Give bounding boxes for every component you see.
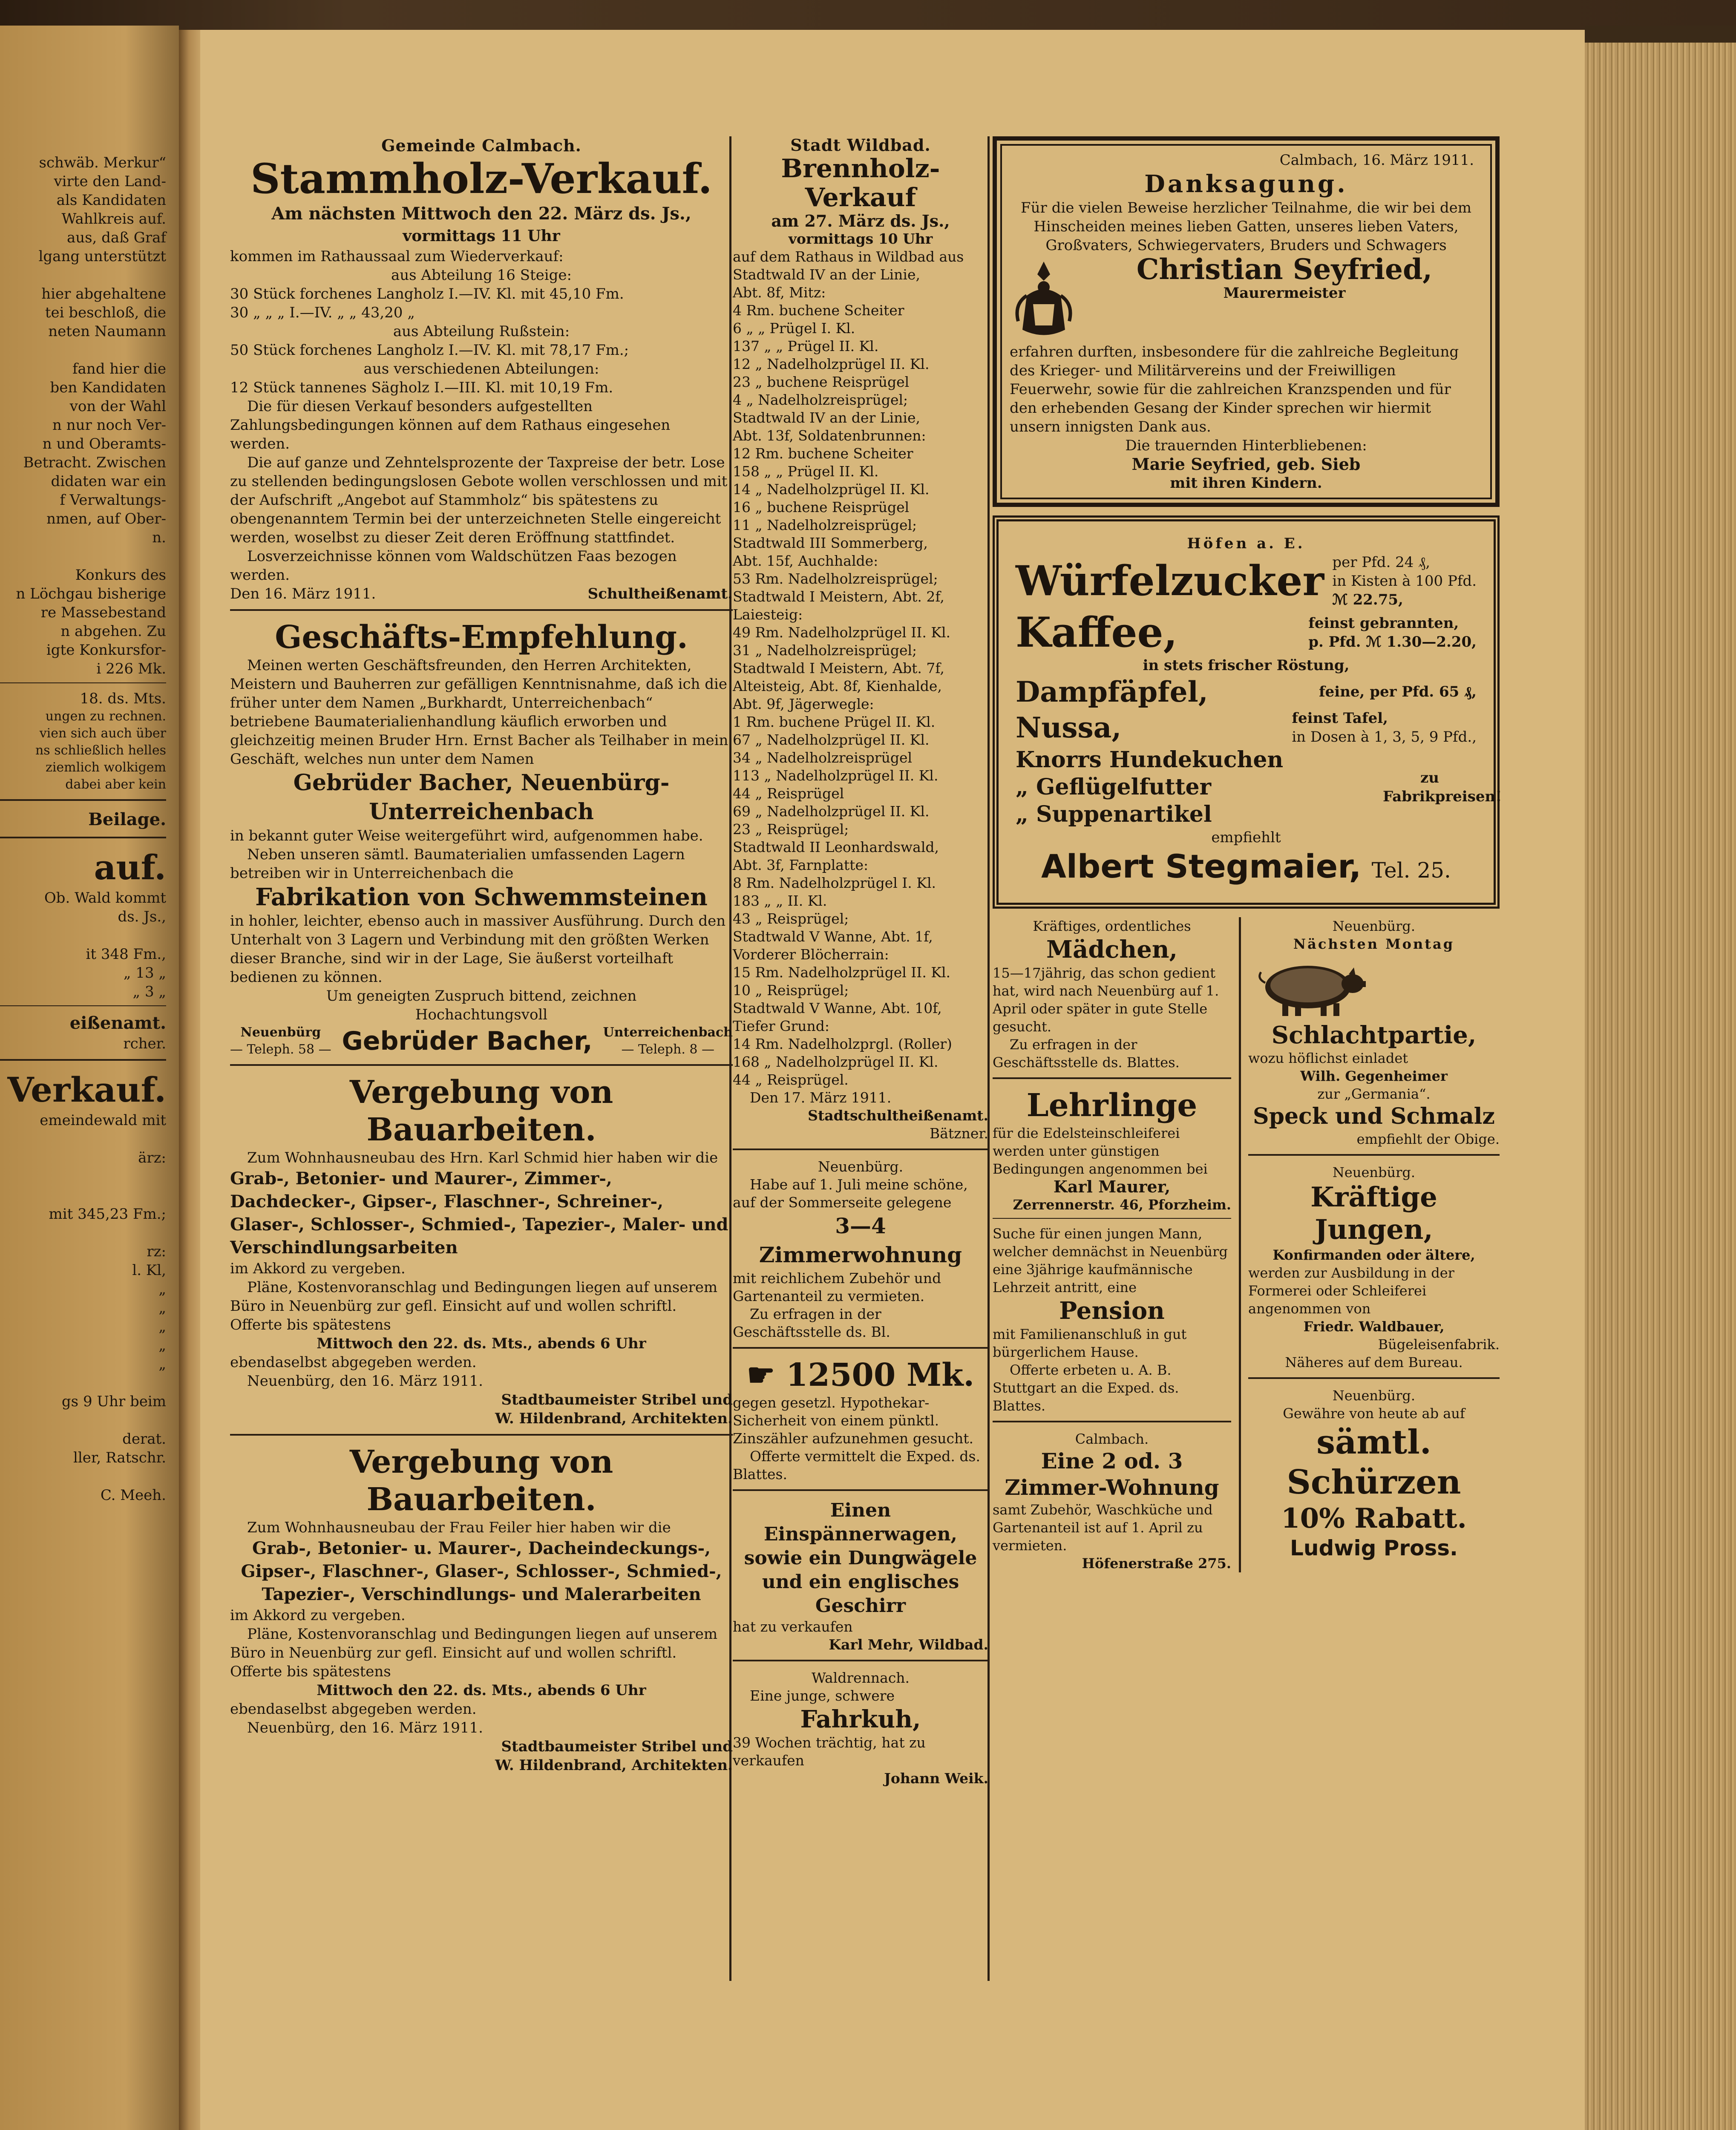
zimmer-title: 3—4 Zimmerwohnung bbox=[759, 1213, 962, 1267]
geschaeft-title: Geschäfts-Empfehlung. bbox=[275, 619, 688, 656]
ad-geld bbox=[733, 1356, 988, 1483]
dank-sign: Marie Seyfried, geb. Sieb bbox=[1131, 455, 1361, 474]
vergabe1-para1: Pläne, Kostenvoranschlag und Bedingungen liegen auf unserem Büro in Neuenbürg zur gefl. Einsicht auf und wollen schriftl. Offerte bis spätestens bbox=[230, 1279, 718, 1333]
brennholz-lot-line: Alteisteig, Abt. 8f, Kienhalde, bbox=[733, 678, 942, 694]
schlacht-title: Schlachtpartie, bbox=[1271, 1021, 1477, 1049]
kuh-para1: Eine junge, schwere bbox=[750, 1687, 895, 1704]
brennholz-lot-line: 14 Rm. Nadelholzprgl. (Roller) bbox=[733, 1036, 952, 1052]
vergabe1-dateline: Neuenbürg, den 16. März 1911. bbox=[247, 1373, 483, 1390]
left-fragment-verkauf: Verkauf. bbox=[7, 1070, 166, 1110]
left-fragment-line: emeindewald mit bbox=[40, 1112, 166, 1129]
stammholz-intro: kommen im Rathaussaal zum Wiederverkauf: bbox=[230, 248, 564, 265]
schuerzen-discount: 10% Rabatt. bbox=[1281, 1503, 1467, 1534]
stegmaier-recommend: empfiehlt bbox=[1211, 829, 1281, 846]
left-fragment-line: dabei aber kein bbox=[65, 777, 166, 792]
left-fragment-line bbox=[0, 341, 166, 360]
schlacht-item: Speck und Schmalz bbox=[1253, 1103, 1495, 1129]
lehrlinge-title: Lehrlinge bbox=[1026, 1087, 1198, 1124]
dank-sign2: mit ihren Kindern. bbox=[1170, 475, 1322, 492]
vergabe1-works: Grab-, Betonier- und Maurer-, Zimmer-, Dachdecker-, Gipser-, Flaschner-, Schreiner-, Glaser-, Schlosser-, Schmied-, Tapezier-, Maler- und Verschindlungsarbeiten bbox=[230, 1169, 728, 1258]
brennholz-lot-line: Abt. 15f, Auchhalde: bbox=[733, 553, 878, 569]
pension-title: Pension bbox=[1059, 1297, 1165, 1325]
ad-jungen bbox=[1248, 1163, 1500, 1371]
brennholz-lot-line: 16 „ buchene Reisprügel bbox=[733, 499, 910, 515]
geschaeft-para4: in hohler, leichter, ebenso auch in massiver Ausführung. Durch den Unterhalt von 3 Lagern und Verbindung mit den größten Werken dieser Branche, sind wir in der Lage, Sie äußerst vorteilhaft bedienen zu können. bbox=[230, 912, 726, 986]
geschaeft-firm: Gebrüder Bacher, Neuenbürg-Unterreichenbach bbox=[293, 770, 670, 825]
geld-amount: 12500 Mk. bbox=[786, 1357, 975, 1393]
left-fragment-amt: eißenamt. bbox=[69, 1013, 166, 1033]
ad-wagen bbox=[733, 1499, 988, 1654]
kuh-para2: 39 Wochen trächtig, hat zu verkaufen bbox=[733, 1734, 926, 1769]
brennholz-lot-line: 12 Rm. buchene Scheiter bbox=[733, 445, 913, 462]
stammholz-date: Am nächsten Mittwoch den 22. März ds. Js., bbox=[271, 204, 691, 224]
ad-geschaeft bbox=[230, 619, 733, 1058]
left-fragment-line: n nur noch Ver- bbox=[52, 417, 166, 434]
stammholz-dept1: aus Abteilung 16 Steige: bbox=[391, 267, 572, 284]
kuh-title: Fahrkuh, bbox=[800, 1705, 921, 1733]
kuh-kicker: Waldrennach. bbox=[811, 1669, 910, 1686]
left-fragment-line bbox=[0, 1223, 166, 1242]
vergabe2-para1: Pläne, Kostenvoranschlag und Bedingungen liegen auf unserem Büro in Neuenbürg zur gefl. Einsicht auf und wollen schriftl. Offerte bis spätestens bbox=[230, 1626, 718, 1680]
stammholz-para1: Die für diesen Verkauf besonders aufgestellten Zahlungsbedingungen können auf dem Rathaus eingesehen werden. bbox=[230, 398, 671, 452]
jungen-sign: Friedr. Waldbauer, bbox=[1303, 1318, 1445, 1335]
vergabe2-dateline: Neuenbürg, den 16. März 1911. bbox=[247, 1719, 483, 1736]
ad-stegmaier bbox=[993, 515, 1500, 909]
dank-dateline: Calmbach, 16. März 1911. bbox=[1279, 152, 1474, 169]
jungen-para1: werden zur Ausbildung in der Formerei oder Schleiferei angenommen von bbox=[1248, 1265, 1454, 1317]
brennholz-sign: Stadtschultheißenamt. bbox=[808, 1107, 988, 1124]
column-3-inner-rule bbox=[1239, 917, 1241, 1572]
ad-zimmerwohnung bbox=[733, 1158, 988, 1341]
geschaeft-regards: Hochachtungsvoll bbox=[415, 1006, 548, 1023]
left-fragment-line: rz: bbox=[147, 1243, 166, 1260]
lehrlinge-name: Karl Maurer, bbox=[1053, 1177, 1171, 1196]
brennholz-lot-line: 137 „ „ Prügel II. Kl. bbox=[733, 338, 879, 354]
brennholz-lot-line: 23 „ buchene Reisprügel bbox=[733, 374, 910, 390]
lehrlinge-para1: für die Edelsteinschleiferei werden unter günstigen Bedingungen angenommen bei bbox=[993, 1125, 1208, 1177]
ad-lehrlinge bbox=[993, 1087, 1231, 1214]
brennholz-intro: auf dem Rathaus in Wildbad aus bbox=[733, 248, 964, 265]
brennholz-lot-line: 31 „ Nadelholzreisprügel; bbox=[733, 642, 917, 659]
left-fragment-line: virte den Land- bbox=[54, 173, 166, 190]
brennholz-lot-line: Stadtwald IV an der Linie, bbox=[733, 266, 921, 283]
vergabe2-sign1: Stadtbaumeister Stribel und bbox=[501, 1738, 733, 1755]
zimmer-para3: Zu erfragen in der Geschäftsstelle ds. Bl. bbox=[733, 1306, 890, 1340]
left-fragment-line bbox=[0, 926, 166, 945]
stegmaier-item2: Kaffee, bbox=[1016, 608, 1178, 656]
wohnung-para1: samt Zubehör, Waschküche und Gartenanteil ist auf 1. April zu vermieten. bbox=[993, 1502, 1213, 1554]
left-fragment-line: ben Kandidaten bbox=[50, 379, 166, 396]
ad-brennholz bbox=[733, 136, 988, 1143]
vergabe1-deadline: Mittwoch den 22. ds. Mts., abends 6 Uhr bbox=[317, 1335, 646, 1352]
stegmaier-item4: Nussa, bbox=[1016, 711, 1122, 744]
geschaeft-para3: Neben unseren sämtl. Baumaterialien umfassenden Lagern betreiben wir in Unterreichenbach die bbox=[230, 846, 685, 882]
brennholz-lot-line: 10 „ Reisprügel; bbox=[733, 982, 849, 999]
ad-schlachtpartie bbox=[1248, 917, 1500, 1148]
left-fragment-lines-a bbox=[0, 153, 166, 678]
stammholz-time: vormittags 11 Uhr bbox=[403, 227, 560, 245]
stammholz-line4: 12 Stück tannenes Sägholz I.—III. Kl. mit 10,19 Fm. bbox=[230, 379, 613, 396]
brennholz-lot-line: 113 „ Nadelholzprügel II. Kl. bbox=[733, 767, 939, 784]
left-fragment-line bbox=[0, 266, 166, 285]
ad-stammholz bbox=[230, 136, 733, 603]
left-fragment-line: i 226 Mk. bbox=[96, 660, 166, 677]
left-fragment-line: n abgehen. Zu bbox=[60, 623, 166, 640]
left-page-fragment bbox=[0, 153, 170, 1505]
column-3-lower-left bbox=[993, 917, 1231, 1572]
left-fragment-lines-c bbox=[0, 889, 166, 1001]
geschaeft-fabrik: Fabrikation von Schwemmsteinen bbox=[255, 883, 708, 911]
brennholz-lot-line: 4 „ Nadelholzreisprügel; bbox=[733, 391, 908, 408]
left-fragment-line: „ 13 „ bbox=[123, 964, 166, 982]
jungen-sub: Konfirmanden oder ältere, bbox=[1272, 1247, 1475, 1263]
left-fragment-line bbox=[0, 1130, 166, 1148]
left-fragment-line: gs 9 Uhr beim bbox=[61, 1393, 166, 1410]
wagen-title: Einen Einspännerwagen, sowie ein Dungwägele und ein englisches Geschirr bbox=[744, 1500, 977, 1617]
left-fragment-line: C. Meeh. bbox=[100, 1487, 166, 1504]
schlacht-para1: wozu höflichst einladet bbox=[1248, 1050, 1408, 1066]
left-fragment-date: 18. ds. Mts. bbox=[80, 690, 166, 707]
dank-title: Danksagung. bbox=[1144, 170, 1348, 198]
left-fragment-line: igte Konkursfor- bbox=[46, 642, 166, 659]
ad-danksagung bbox=[993, 136, 1500, 507]
brennholz-lot-line: 4 Rm. buchene Scheiter bbox=[733, 302, 904, 319]
stegmaier-item2-prices: feinst gebrannten, p. Pfd. ℳ 1.30—2.20, bbox=[1308, 615, 1477, 651]
brennholz-lot-line: 34 „ Nadelholzreisprügel bbox=[733, 749, 913, 766]
brennholz-lot-line: 11 „ Nadelholzreisprügel; bbox=[733, 517, 917, 533]
left-fragment-line: ds. Js., bbox=[118, 908, 166, 925]
brennholz-dateline: Den 17. März 1911. bbox=[750, 1089, 892, 1106]
schlacht-sub: Nächsten Montag bbox=[1293, 936, 1455, 952]
vergabe2-works: Grab-, Betonier- u. Maurer-, Dacheindeckungs-, Gipser-, Flaschner-, Glaser-, Schlosser-, Schmied-, Tapezier-, Verschindlungs- und Malerarbeiten bbox=[241, 1538, 722, 1604]
wohnung-kicker: Calmbach. bbox=[1075, 1431, 1149, 1447]
left-fragment-line: mit 345,23 Fm.; bbox=[49, 1206, 166, 1223]
column-3 bbox=[993, 136, 1500, 1572]
brennholz-lot-line: Stadtwald V Wanne, Abt. 10f, bbox=[733, 1000, 942, 1016]
zimmer-kicker: Neuenbürg. bbox=[818, 1158, 904, 1175]
stammholz-title: Stammholz-Verkauf. bbox=[250, 155, 712, 203]
geschaeft-para2: in bekannt guter Weise weitergeführt wird, aufgenommen habe. bbox=[230, 827, 703, 844]
pension-para1: Suche für einen jungen Mann, welcher demnächst in Neuenbürg eine 3jährige kaufmännische Lehrzeit antritt, eine bbox=[993, 1226, 1228, 1295]
maedchen-para1: 15—17jährig, das schon gedient hat, wird nach Neuenbürg auf 1. April oder später in gute Stelle gesucht. bbox=[993, 965, 1219, 1035]
vergabe1-sign1: Stadtbaumeister Stribel und bbox=[501, 1391, 733, 1408]
column-3-lower-right bbox=[1248, 917, 1500, 1572]
geschaeft-right-contact: Unterreichenbach — Teleph. 8 — bbox=[603, 1025, 733, 1057]
schlacht-sign: Wilh. Gegenheimer bbox=[1300, 1068, 1448, 1084]
pension-para3: Offerte erbeten u. A. B. Stuttgart an die Exped. ds. Blattes. bbox=[993, 1362, 1179, 1414]
left-fragment-line: neten Naumann bbox=[48, 323, 166, 340]
left-fragment-cher: rcher. bbox=[123, 1035, 166, 1052]
brennholz-lot-line: 53 Rm. Nadelholzreisprügel; bbox=[733, 570, 938, 587]
ad-vergabe-1 bbox=[230, 1074, 733, 1428]
brennholz-lot-line: 14 „ Nadelholzprügel II. Kl. bbox=[733, 481, 930, 498]
left-fragment-line bbox=[0, 1186, 166, 1205]
left-fragment-line: Konkurs des bbox=[75, 567, 166, 584]
stammholz-sign: Schultheißenamt. bbox=[587, 585, 733, 602]
left-fragment-line: „ bbox=[158, 1356, 166, 1373]
stegmaier-place: Höfen a. E. bbox=[1187, 535, 1305, 552]
left-fragment-beilage: Beilage. bbox=[88, 809, 166, 829]
left-fragment-line: tei beschloß, die bbox=[45, 304, 166, 321]
wohnung-title: Eine 2 od. 3 Zimmer-Wohnung bbox=[1005, 1448, 1219, 1500]
memorial-emblem-icon bbox=[1010, 257, 1078, 343]
wagen-sign: Karl Mehr, Wildbad. bbox=[829, 1636, 988, 1653]
dank-para3: Die trauernden Hinterbliebenen: bbox=[1125, 437, 1367, 454]
stammholz-dept3: aus verschiedenen Abteilungen: bbox=[363, 360, 599, 377]
stammholz-para2: Die auf ganze und Zehntelsprozente der Taxpreise der betr. Lose zu stellenden bedingungslosen Gebote wollen verschlossen und mit der Aufschrift „Angebot auf Stammholz“ bis spätestens zu obengenanntem Termin bei der unterzeichneten Stelle eingereicht werden, woselbst zu dieser Zeit deren Eröffnung stattfindet. bbox=[230, 454, 728, 546]
brennholz-lot-line: Stadtwald I Meistern, Abt. 7f, bbox=[733, 660, 944, 676]
schlacht-para2: empfiehlt der Obige. bbox=[1356, 1131, 1500, 1147]
brennholz-lot-line: 8 Rm. Nadelholzprügel I. Kl. bbox=[733, 875, 936, 891]
brennholz-lot-line: 12 „ Nadelholzprügel II. Kl. bbox=[733, 356, 930, 372]
jungen-para2: Näheres auf dem Bureau. bbox=[1285, 1354, 1463, 1370]
brennholz-lot-line: 15 Rm. Nadelholzprügel II. Kl. bbox=[733, 964, 951, 981]
left-fragment-line: „ 3 „ bbox=[132, 983, 166, 1000]
maedchen-kicker: Kräftiges, ordentliches bbox=[1033, 918, 1191, 934]
left-fragment-line: derat. bbox=[122, 1431, 166, 1448]
left-fragment-line: „ bbox=[158, 1337, 166, 1354]
geschaeft-left-contact: Neuenbürg — Teleph. 58 — bbox=[230, 1025, 331, 1057]
stammholz-dateline: Den 16. März 1911. bbox=[230, 585, 376, 602]
ad-maedchen bbox=[993, 917, 1231, 1071]
left-fragment-line: l. Kl, bbox=[132, 1262, 166, 1279]
schuerzen-para1: Gewähre von heute ab auf bbox=[1283, 1405, 1465, 1422]
left-fragment-line: n. bbox=[152, 529, 166, 546]
left-fragment-line: von der Wahl bbox=[69, 398, 166, 415]
left-fragment-lines-b bbox=[0, 708, 166, 793]
ad-fahrkuh bbox=[733, 1669, 988, 1787]
left-fragment-line: Ob. Wald kommt bbox=[44, 889, 166, 907]
brennholz-lot-line: Abt. 8f, Mitz: bbox=[733, 284, 826, 301]
brennholz-lot-line: 69 „ Nadelholzprügel II. Kl. bbox=[733, 803, 930, 820]
stegmaier-item-note: zu Fabrikpreisen! bbox=[1383, 769, 1502, 805]
schlacht-kicker: Neuenbürg. bbox=[1332, 918, 1416, 934]
kuh-sign: Johann Weik. bbox=[884, 1770, 988, 1787]
geschaeft-para1: Meinen werten Geschäftsfreunden, den Herren Architekten, Meistern und Bauherren zur gefälligen Kenntnisnahme, daß ich die früher unter dem Namen „Burkhardt, Unterreichenbach“ betriebene Baumaterialienhandlung käuflich erworben und gleichzeitig meinen Bruder Hrn. Ernst Bacher als Teilhaber in mein Geschäft, welches nun unter dem Namen bbox=[230, 657, 728, 768]
stammholz-para3: Losverzeichnisse können vom Waldschützen Faas bezogen werden. bbox=[230, 548, 677, 584]
left-fragment-line: „ bbox=[158, 1318, 166, 1335]
left-fragment-line: „ bbox=[158, 1299, 166, 1316]
brennholz-lot-line: 44 „ Reisprügel. bbox=[733, 1071, 849, 1088]
stammholz-kicker: Gemeinde Calmbach. bbox=[381, 136, 582, 155]
lehrlinge-addr: Zerrennerstr. 46, Pforzheim. bbox=[1013, 1197, 1231, 1213]
vergabe1-title: Vergebung von Bauarbeiten. bbox=[349, 1074, 613, 1148]
pig-icon bbox=[1248, 953, 1367, 1021]
vergabe1-para2: ebendaselbst abgegeben werden. bbox=[230, 1354, 477, 1371]
left-fragment-line bbox=[0, 547, 166, 566]
brennholz-date: am 27. März ds. Js., bbox=[771, 211, 950, 230]
vergabe2-para2: ebendaselbst abgegeben werden. bbox=[230, 1701, 477, 1718]
vergabe2-deadline: Mittwoch den 22. ds. Mts., abends 6 Uhr bbox=[317, 1682, 646, 1699]
schuerzen-kicker: Neuenbürg. bbox=[1332, 1387, 1416, 1404]
brennholz-lot-line: Stadtwald II Leonhardswald, bbox=[733, 839, 939, 855]
geld-para1: gegen gesetzl. Hypothekar-Sicherheit von einem pünktl. Zinszähler aufzunehmen gesucht. bbox=[733, 1394, 974, 1447]
left-fragment-line: lgang unterstützt bbox=[38, 248, 166, 265]
brennholz-kicker: Stadt Wildbad. bbox=[790, 135, 931, 155]
stegmaier-item1-prices: per Pfd. 24 ₰, in Kisten à 100 Pfd. ℳ 22.75, bbox=[1332, 554, 1477, 608]
left-fragment-line: „ bbox=[158, 1281, 166, 1298]
brennholz-lot-line: 168 „ Nadelholzprügel II. Kl. bbox=[733, 1053, 939, 1070]
brennholz-lot-line: Laiesteig: bbox=[733, 606, 803, 623]
left-fragment-line: als Kandidaten bbox=[56, 192, 166, 209]
wagen-para1: hat zu verkaufen bbox=[733, 1618, 853, 1635]
left-fragment-line: re Massebestand bbox=[40, 604, 166, 621]
left-fragment-line: it 348 Fm., bbox=[86, 946, 166, 963]
stegmaier-item3-price: feine, per Pfd. 65 ₰, bbox=[1319, 683, 1477, 700]
jungen-title: Kräftige Jungen, bbox=[1310, 1181, 1437, 1246]
dank-trade: Maurermeister bbox=[1223, 285, 1346, 302]
left-fragment-line: Betracht. Zwischen bbox=[23, 454, 166, 471]
left-fragment-line: ungen zu rechnen. bbox=[45, 709, 166, 724]
wohnung-sign: Höfenerstraße 275. bbox=[1082, 1555, 1231, 1572]
left-fragment-line: vien sich auch über bbox=[39, 726, 166, 741]
brennholz-lot-line: 67 „ Nadelholzprügel II. Kl. bbox=[733, 731, 930, 748]
brennholz-lot-line: 158 „ „ Prügel II. Kl. bbox=[733, 463, 879, 480]
left-fragment-line: ziemlich wolkigem bbox=[46, 760, 166, 775]
dank-para2: erfahren durften, insbesondere für die zahlreiche Begleitung des Krieger- und Militärvereins und der Freiwilligen Feuerwehr, sowie für die zahlreichen Kranzspenden und für den erhebenden Gesang der Kinder sprechen wir hiermit unsern innigsten Dank aus. bbox=[1010, 343, 1459, 435]
stammholz-line2: 30 „ „ „ I.—IV. „ „ 43,20 „ bbox=[230, 304, 415, 321]
left-fragment-line bbox=[0, 1467, 166, 1486]
brennholz-lot-line: Stadtwald I Meistern, Abt. 2f, bbox=[733, 588, 944, 605]
ad-pension bbox=[993, 1225, 1231, 1415]
jungen-kicker: Neuenbürg. bbox=[1332, 1164, 1416, 1180]
left-fragment-line: didaten war ein bbox=[51, 473, 166, 490]
left-fragment-line: f Verwaltungs- bbox=[60, 492, 166, 509]
brennholz-time: vormittags 10 Uhr bbox=[788, 230, 933, 247]
column-3-lower bbox=[993, 917, 1500, 1572]
schlacht-sign2: zur „Germania“. bbox=[1317, 1086, 1431, 1102]
dank-name: Christian Seyfried, bbox=[1136, 253, 1433, 286]
maedchen-para2: Zu erfragen in der Geschäftsstelle ds. Blattes. bbox=[993, 1036, 1180, 1071]
brennholz-sign2: Bätzner. bbox=[930, 1125, 988, 1142]
column-2 bbox=[733, 136, 988, 1787]
brennholz-lot-line: Stadtwald IV an der Linie, bbox=[733, 409, 921, 426]
left-fragment-line: n Löchgau bisherige bbox=[16, 585, 166, 602]
stammholz-line3: 50 Stück forchenes Langholz I.—IV. Kl. mit 78,17 Fm.; bbox=[230, 342, 629, 359]
page-stack-edge bbox=[1585, 43, 1736, 2130]
brennholz-lot-line: Abt. 3f, Farnplatte: bbox=[733, 857, 869, 873]
vergabe1-intro: Zum Wohnhausneubau des Hrn. Karl Schmid hier haben wir die bbox=[247, 1149, 718, 1166]
stegmaier-item1: Würfelzucker bbox=[1016, 557, 1324, 605]
brennholz-lot-line: Abt. 9f, Jägerwegle: bbox=[733, 696, 874, 712]
vergabe2-sign2: W. Hildenbrand, Architekten. bbox=[495, 1757, 733, 1774]
vergabe2-title: Vergebung von Bauarbeiten. bbox=[349, 1444, 613, 1518]
left-page bbox=[0, 26, 179, 2130]
brennholz-lot-line: 43 „ Reisprügel; bbox=[733, 910, 849, 927]
column-1 bbox=[230, 136, 733, 1775]
stegmaier-tel: Tel. 25. bbox=[1371, 858, 1451, 883]
left-fragment-line: fand hier die bbox=[72, 360, 166, 377]
zimmer-para1: Habe auf 1. Juli meine schöne, auf der Sommerseite gelegene bbox=[733, 1176, 968, 1211]
pointing-hand-icon: ☛ bbox=[746, 1357, 775, 1393]
brennholz-lot-line: 23 „ Reisprügel; bbox=[733, 821, 849, 838]
left-fragment-line bbox=[0, 1167, 166, 1186]
geld-para2: Offerte vermittelt die Exped. ds. Blattes. bbox=[733, 1448, 980, 1482]
vergabe2-intro: Zum Wohnhausneubau der Frau Feiler hier haben wir die bbox=[247, 1519, 671, 1536]
left-fragment-line: aus, daß Graf bbox=[66, 229, 166, 246]
vergabe2-akkord: im Akkord zu vergeben. bbox=[230, 1607, 406, 1624]
zimmer-para2: mit reichlichem Zubehör und Gartenanteil zu vermieten. bbox=[733, 1270, 941, 1304]
vergabe1-sign2: W. Hildenbrand, Architekten. bbox=[495, 1410, 733, 1427]
schuerzen-title: sämtl. Schürzen bbox=[1287, 1423, 1461, 1502]
ad-wohnung bbox=[993, 1430, 1231, 1572]
ad-vergabe-2 bbox=[230, 1443, 733, 1775]
schuerzen-sign: Ludwig Pross. bbox=[1290, 1536, 1458, 1560]
stegmaier-item3: Dampfäpfel, bbox=[1016, 675, 1208, 708]
jungen-sign2: Bügeleisenfabrik. bbox=[1378, 1336, 1500, 1353]
geschaeft-para5: Um geneigten Zuspruch bittend, zeichnen bbox=[326, 987, 637, 1005]
brennholz-lot-line: Abt. 13f, Soldatenbrunnen: bbox=[733, 427, 926, 444]
brennholz-lot-line: Vorderer Blöcherrain: bbox=[733, 946, 889, 963]
brennholz-lot-line: Stadtwald V Wanne, Abt. 1f, bbox=[733, 928, 933, 945]
left-fragment-line: schwäb. Merkur“ bbox=[39, 154, 166, 171]
left-fragment-line bbox=[0, 1411, 166, 1430]
vergabe1-akkord: im Akkord zu vergeben. bbox=[230, 1260, 406, 1277]
ad-schuerzen bbox=[1248, 1387, 1500, 1561]
brennholz-lot-list bbox=[733, 266, 988, 1089]
brennholz-lot-line: 6 „ „ Prügel I. Kl. bbox=[733, 320, 855, 337]
stegmaier-items-knorr: Knorrs Hundekuchen „ Geflügelfutter „ Suppenartikel bbox=[1016, 747, 1284, 827]
geld-title bbox=[733, 1356, 988, 1394]
left-fragment-kauf: auf. bbox=[94, 847, 166, 887]
brennholz-lot-line: Stadtwald III Sommerberg, bbox=[733, 535, 928, 551]
left-fragment-line: hier abgehaltene bbox=[41, 285, 166, 302]
geschaeft-sign: Gebrüder Bacher, bbox=[342, 1026, 593, 1056]
left-fragment-line bbox=[0, 1373, 166, 1392]
brennholz-title: Brennholz-Verkauf bbox=[781, 154, 940, 213]
brennholz-lot-line: 44 „ Reisprügel bbox=[733, 785, 844, 802]
brennholz-lot-line: 49 Rm. Nadelholzprügel II. Kl. bbox=[733, 624, 951, 641]
left-fragment-line: n und Oberamts- bbox=[42, 435, 166, 452]
left-fragment-line: ns schließlich helles bbox=[35, 743, 166, 758]
left-fragment-line: nmen, auf Ober- bbox=[46, 510, 166, 527]
stammholz-dept2: aus Abteilung Rußstein: bbox=[393, 323, 570, 340]
brennholz-lot-line: 1 Rm. buchene Prügel II. Kl. bbox=[733, 714, 936, 730]
left-fragment-lines-d bbox=[0, 1111, 166, 1505]
stammholz-line1: 30 Stück forchenes Langholz I.—IV. Kl. mit 45,10 Fm. bbox=[230, 285, 624, 302]
brennholz-lot-line: Tiefer Grund: bbox=[733, 1018, 829, 1034]
left-fragment-line: ller, Ratschr. bbox=[73, 1449, 166, 1466]
left-fragment-line: ärz: bbox=[138, 1149, 166, 1166]
maedchen-title: Mädchen, bbox=[1046, 935, 1178, 964]
pension-para2: mit Familienanschluß in gut bürgerlichem Hause. bbox=[993, 1326, 1187, 1360]
dank-para1: Für die vielen Beweise herzlicher Teilnahme, die wir bei dem Hinscheiden meines lieben Gatten, unseres lieben Vaters, Großvaters, Schwiegervaters, Bruders und Schwagers bbox=[1021, 199, 1471, 254]
stegmaier-item2-note: in stets frischer Röstung, bbox=[1143, 657, 1350, 674]
stegmaier-sign: Albert Stegmaier, bbox=[1041, 847, 1362, 885]
left-fragment-line: Wahlkreis auf. bbox=[61, 210, 166, 227]
stegmaier-item4-prices: feinst Tafel, in Dosen à 1, 3, 5, 9 Pfd., bbox=[1292, 710, 1477, 746]
brennholz-lot-line: 183 „ „ II. Kl. bbox=[733, 892, 827, 909]
